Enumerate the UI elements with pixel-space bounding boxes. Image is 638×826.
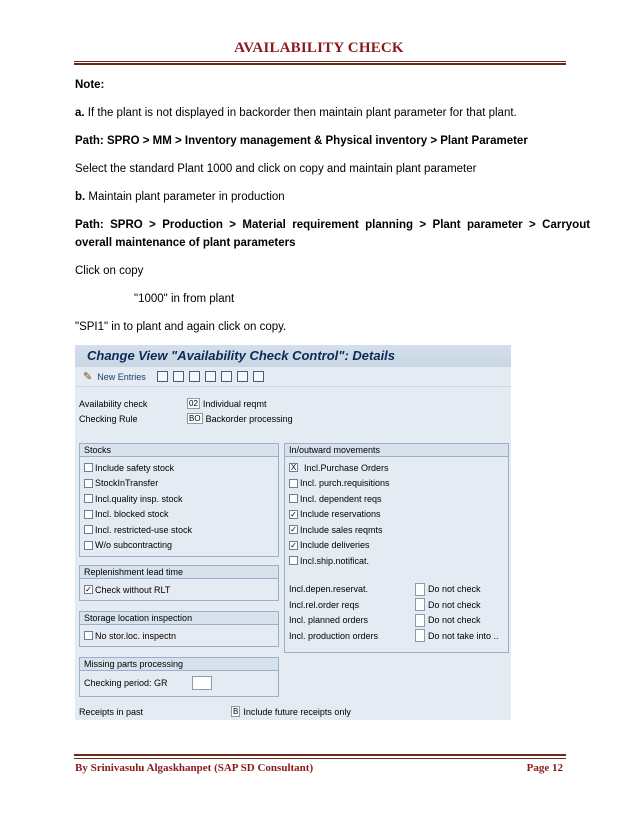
details-icon[interactable] xyxy=(253,371,264,382)
inout-item-label: Include deliveries xyxy=(300,540,370,551)
inout-item-label: Incl.Purchase Orders xyxy=(304,462,389,473)
missing-parts-group xyxy=(79,657,279,697)
stocks-item[interactable] xyxy=(80,476,278,492)
inout-setting-input[interactable] xyxy=(415,583,425,596)
item-b xyxy=(75,188,563,206)
pen-icon[interactable]: ✎ xyxy=(83,371,93,383)
sap-screenshot xyxy=(75,345,511,720)
stocks-header: Stocks xyxy=(80,444,278,457)
receipts-code[interactable]: B xyxy=(233,707,239,716)
item-b-text: Maintain plant parameter in production xyxy=(85,191,285,203)
item-a-prefix: a. xyxy=(75,107,85,119)
storage-item[interactable] xyxy=(80,628,278,644)
inout-item-label: Incl. purch.requisitions xyxy=(300,478,390,489)
inout-setting-value: Do not check xyxy=(428,599,481,610)
stocks-item-label: Incl. restricted-use stock xyxy=(95,524,193,535)
availability-check-label: Availability check xyxy=(79,398,148,409)
checkbox[interactable]: ✓ xyxy=(85,585,92,595)
checkbox[interactable]: ✓ xyxy=(290,509,297,519)
save-icon[interactable] xyxy=(173,371,184,382)
inout-item[interactable] xyxy=(285,553,508,569)
missing-parts-label: Checking period: GR xyxy=(84,677,168,688)
inout-item-label: Incl. dependent reqs xyxy=(300,493,382,504)
receipts-value: Include future receipts only xyxy=(243,706,351,717)
stocks-item[interactable] xyxy=(80,491,278,507)
replenishment-item-label: Check without RLT xyxy=(95,584,171,595)
checkbox[interactable] xyxy=(84,525,93,534)
inout-header: In/outward movements xyxy=(285,444,508,457)
path-2-line-1: Path: SPRO > Production > Material requirement planning > Plant parameter > Carryout xyxy=(75,219,591,231)
checkbox[interactable] xyxy=(289,479,298,488)
sap-toolbar xyxy=(75,367,511,387)
stocks-item-label: W/o subcontracting xyxy=(95,540,173,551)
stocks-item-label: Include safety stock xyxy=(95,462,175,473)
availability-check-value: Individual reqmt xyxy=(202,398,267,409)
inout-item[interactable] xyxy=(285,507,508,523)
inout-setting-input[interactable] xyxy=(415,629,425,642)
stocks-item[interactable] xyxy=(80,507,278,523)
inout-item-label: Include reservations xyxy=(300,509,381,520)
inout-group xyxy=(284,443,509,653)
sap-window-title: Change View "Availability Check Control": Details xyxy=(75,345,511,367)
stocks-item-label: Incl. blocked stock xyxy=(95,509,169,520)
checkbox[interactable] xyxy=(289,556,298,565)
receipts-row xyxy=(79,705,351,718)
availability-check-row xyxy=(79,397,266,410)
item-a-text: If the plant is not displayed in backorder then maintain plant parameter for that plant. xyxy=(84,107,517,119)
to-plant-instruction: "SPI1" in to plant and again click on copy. xyxy=(75,321,287,333)
inout-setting-row xyxy=(285,582,508,598)
inout-item[interactable] xyxy=(285,491,508,507)
item-a xyxy=(75,104,563,122)
checkbox[interactable] xyxy=(84,541,93,550)
inout-setting-value: Do not take into .. xyxy=(428,630,499,641)
checking-period-input[interactable] xyxy=(192,676,212,690)
inout-setting-label: Incl. production orders xyxy=(289,630,379,641)
footer-rule-thick xyxy=(74,754,566,756)
missing-parts-item xyxy=(80,675,278,691)
checkbox[interactable] xyxy=(84,494,93,503)
storage-header: Storage location inspection xyxy=(80,612,278,625)
inout-setting-value: Do not check xyxy=(428,584,481,595)
inout-setting-input[interactable] xyxy=(415,614,425,627)
replenishment-item[interactable] xyxy=(80,582,278,598)
inout-setting-label: Incl.depen.reservat. xyxy=(289,584,369,595)
header-rule-thick xyxy=(74,63,566,65)
storage-group xyxy=(79,611,279,647)
replenishment-group xyxy=(79,565,279,601)
inout-item-label: Include sales reqmts xyxy=(300,524,383,535)
checking-rule-row xyxy=(79,412,293,425)
inout-setting-input[interactable] xyxy=(415,598,425,611)
page-header-title: AVAILABILITY CHECK xyxy=(234,40,404,56)
inout-item[interactable] xyxy=(285,522,508,538)
receipts-label: Receipts in past xyxy=(79,706,144,717)
inout-setting-value: Do not check xyxy=(428,615,481,626)
inout-setting-label: Incl.rel.order reqs xyxy=(289,599,360,610)
footer-page-number: Page 12 xyxy=(526,762,563,774)
footer-rule xyxy=(74,758,566,759)
checkbox[interactable]: ✓ xyxy=(290,525,297,535)
inout-item-label: Incl.ship.notificat. xyxy=(300,555,370,566)
header-rule xyxy=(74,61,566,62)
checking-rule-label: Checking Rule xyxy=(79,413,138,424)
inout-setting-label: Incl. planned orders xyxy=(289,615,369,626)
stocks-item[interactable] xyxy=(80,460,278,476)
replenishment-header: Replenishment lead time xyxy=(80,566,278,579)
stocks-item-label: Incl.quality insp. stock xyxy=(95,493,183,504)
stocks-item[interactable] xyxy=(80,522,278,538)
note-label: Note: xyxy=(75,79,105,91)
stocks-item-label: StockInTransfer xyxy=(95,478,159,489)
inout-setting-row xyxy=(285,597,508,613)
missing-parts-header: Missing parts processing xyxy=(80,658,278,671)
checking-rule-value: Backorder processing xyxy=(205,413,293,424)
path-1: Path: SPRO > MM > Inventory management & Physical inventory > Plant Parameter xyxy=(75,135,528,147)
checkbox[interactable] xyxy=(84,510,93,519)
new-entries-button[interactable]: New Entries xyxy=(97,371,146,382)
checkbox[interactable] xyxy=(289,494,298,503)
undo-icon[interactable] xyxy=(189,371,200,382)
click-copy: Click on copy xyxy=(75,265,144,277)
availability-check-code[interactable]: 02 xyxy=(189,399,198,408)
checkbox[interactable] xyxy=(84,463,93,472)
inout-setting-row xyxy=(285,613,508,629)
deselect-icon[interactable] xyxy=(237,371,248,382)
path-2-line-2: overall maintenance of plant parameters xyxy=(75,237,296,249)
inout-item[interactable] xyxy=(285,538,508,554)
refresh-icon[interactable] xyxy=(205,371,216,382)
checking-rule-code[interactable]: BO xyxy=(189,414,201,423)
x-field[interactable]: X xyxy=(290,463,297,473)
select-all-icon[interactable] xyxy=(221,371,232,382)
stocks-item[interactable] xyxy=(80,538,278,554)
from-plant-instruction: "1000" in from plant xyxy=(134,293,235,305)
checkbox[interactable]: ✓ xyxy=(290,540,297,550)
item-b-prefix: b. xyxy=(75,191,86,203)
checkbox[interactable] xyxy=(84,479,93,488)
checkbox[interactable] xyxy=(84,631,93,640)
select-instruction: Select the standard Plant 1000 and click on copy and maintain plant parameter xyxy=(75,163,477,175)
inout-setting-row xyxy=(285,628,508,644)
stocks-group xyxy=(79,443,279,557)
inout-item[interactable] xyxy=(285,476,508,492)
storage-item-label: No stor.loc. inspectn xyxy=(95,630,177,641)
footer-author: By Srinivasulu Algaskhanpet (SAP SD Consultant) xyxy=(75,762,314,774)
copy-icon[interactable] xyxy=(157,371,168,382)
inout-item[interactable] xyxy=(285,460,508,476)
